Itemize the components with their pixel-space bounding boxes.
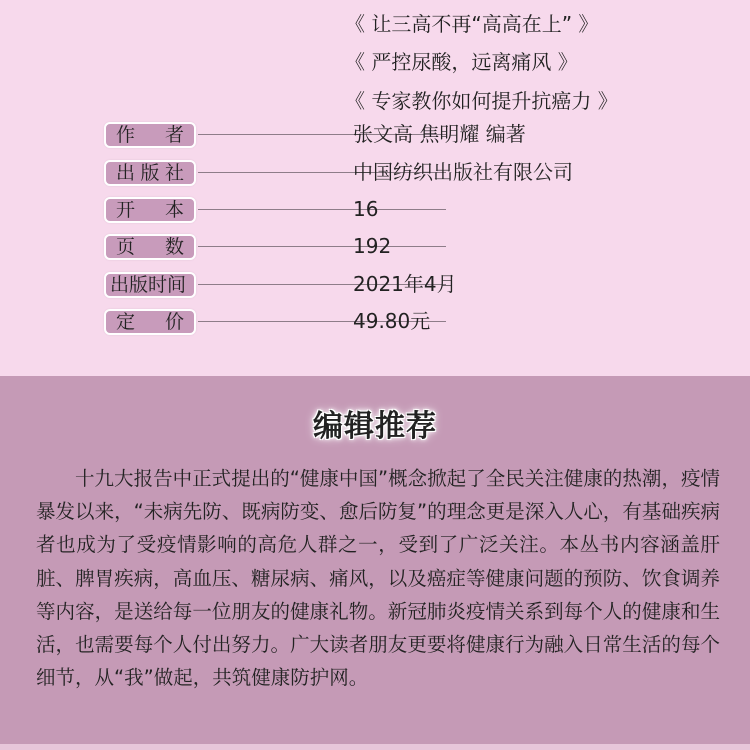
label-char: 定 bbox=[116, 311, 136, 333]
series-title-3: 《 专家教你如何提升抗癌力 》 bbox=[345, 89, 618, 113]
info-label-format bbox=[104, 197, 196, 223]
info-label-pages bbox=[104, 234, 196, 260]
label-char: 开 bbox=[116, 199, 136, 221]
info-value-price: 49.80元 bbox=[353, 309, 431, 333]
info-value-publisher: 中国纺织出版社有限公司 bbox=[353, 160, 573, 184]
info-label-price bbox=[104, 309, 196, 335]
series-title-1: 《 让三高不再“高高在上” 》 bbox=[345, 12, 599, 36]
label-char: 数 bbox=[164, 236, 184, 258]
recommendation-paragraph: 十九大报告中正式提出的“健康中国”概念掀起了全民关注健康的热潮，疫情暴发以来，“未病先防、既病防变、愈后防复”的理念更是深入人心，有基础疾病者也成为了受疫情影响的高危人群之一，受到了广泛关注。本丛书内容涵盖肝脏、脾胃疾病，高血压、糖尿病、痛风，以及癌症等健康问题的预防、饮食调养等内容，是送给每一位朋友的健康礼物。新冠肺炎疫情关系到每个人的健康和生活，也需要每个人付出努力。广大读者朋友更要将健康行为融入日常生活的每个细节，从“我”做起，共筑健康防护网。 bbox=[36, 467, 720, 690]
series-title-2: 《 严控尿酸，远离痛风 》 bbox=[345, 50, 578, 74]
info-value-pages: 192 bbox=[353, 234, 392, 258]
label-char: 本 bbox=[164, 199, 184, 221]
info-label-author bbox=[104, 122, 196, 148]
info-label-publisher bbox=[104, 160, 196, 186]
info-label-pub-date: 出版时间 bbox=[104, 272, 196, 298]
label-char: 社 bbox=[164, 162, 184, 184]
section-heading: 编辑推荐 bbox=[313, 409, 437, 444]
label-char: 价 bbox=[164, 311, 184, 333]
leader-line bbox=[198, 246, 446, 247]
label-char: 出 bbox=[116, 162, 136, 184]
label-char: 版 bbox=[140, 162, 160, 184]
leader-line bbox=[198, 209, 446, 210]
info-value-pub-date: 2021年4月 bbox=[353, 272, 457, 296]
label-char: 者 bbox=[164, 124, 184, 146]
label-char: 页 bbox=[116, 236, 136, 258]
label-char: 作 bbox=[116, 124, 136, 146]
info-value-format: 16 bbox=[353, 197, 379, 221]
info-value-author: 张文高 焦明耀 编著 bbox=[353, 122, 526, 146]
bottom-divider bbox=[0, 744, 750, 750]
